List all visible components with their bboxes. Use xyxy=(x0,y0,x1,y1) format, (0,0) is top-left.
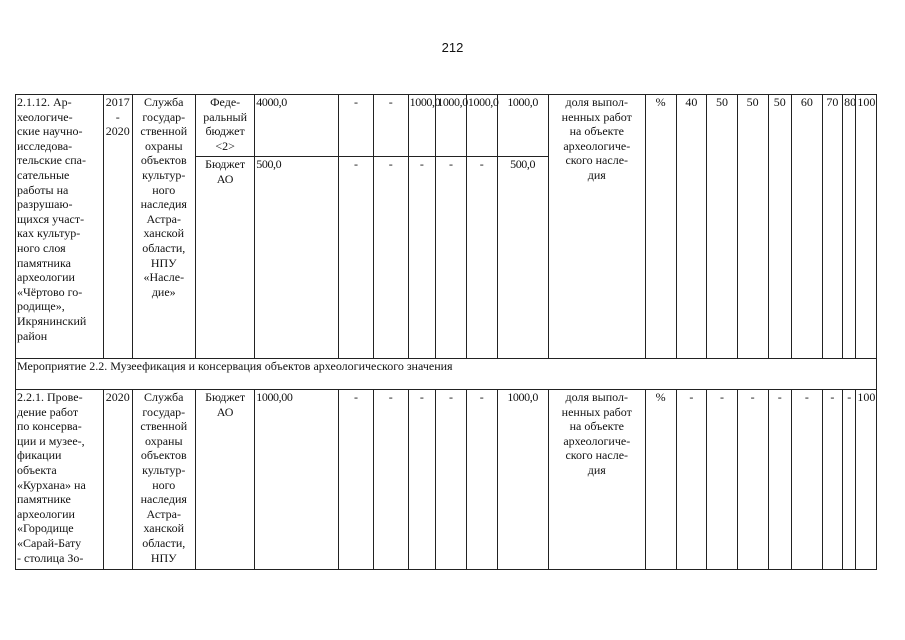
amount-year: 1000,0 xyxy=(408,95,436,157)
target-value: 70 xyxy=(822,95,842,359)
amount-year: - xyxy=(373,390,408,570)
amount-year: 1000,0 xyxy=(497,390,548,570)
indicator: доля выпол- ненных работ на объекте археологиче- ского насле- дия xyxy=(548,390,645,570)
section-heading: Мероприятие 2.2. Музеефикация и консервация объектов археологического значения xyxy=(16,359,877,390)
amount-year: 1000,0 xyxy=(497,95,548,157)
table-row xyxy=(16,390,877,570)
target-value: - xyxy=(822,390,842,570)
funding-source: Феде- ральный бюджет <2> xyxy=(195,95,254,157)
amount-year: - xyxy=(466,157,497,359)
target-value: - xyxy=(768,390,792,570)
amount-year: - xyxy=(339,390,374,570)
target-value: 80 xyxy=(843,95,856,359)
target-value: 50 xyxy=(737,95,768,359)
target-value: - xyxy=(843,390,856,570)
amount-year: - xyxy=(373,157,408,359)
years: 2017 - 2020 xyxy=(103,95,132,359)
amount-year: 500,0 xyxy=(497,157,548,359)
target-value: - xyxy=(792,390,823,570)
amount-year: - xyxy=(408,390,436,570)
amount-year: - xyxy=(339,95,374,157)
measure-name: 2.1.12. Ар- хеологиче- ские научно- исследова- тельские спа- сательные работы на разрушаю- щихся участ- ках культур- ного слоя памятника археологии «Чёртово го- родище», Икрянинский район xyxy=(16,95,104,359)
target-value: 100 xyxy=(856,390,877,570)
target-value: - xyxy=(707,390,738,570)
indicator: доля выпол- ненных работ на объекте археологиче- ского насле- дия xyxy=(548,95,645,359)
executor: Служба государ- ственной охраны объектов культур- ного наследия Астра- ханской области, НПУ xyxy=(132,390,195,570)
page-number: 212 xyxy=(441,40,464,55)
target-value: 60 xyxy=(792,95,823,359)
target-value: 40 xyxy=(676,95,707,359)
amount-year: 1000,0 xyxy=(466,95,497,157)
amount-year: - xyxy=(339,157,374,359)
amount-year: - xyxy=(436,390,467,570)
amount-year: 1000,0 xyxy=(436,95,467,157)
amount-year: - xyxy=(436,157,467,359)
amount-total: 500,0 xyxy=(255,157,339,359)
target-value: 100 xyxy=(856,95,877,359)
table-row xyxy=(16,95,877,157)
years: 2020 xyxy=(103,390,132,570)
unit: % xyxy=(645,390,676,570)
amount-year: - xyxy=(466,390,497,570)
amount-year: - xyxy=(373,95,408,157)
target-value: - xyxy=(737,390,768,570)
table-row xyxy=(16,359,877,390)
target-value: - xyxy=(676,390,707,570)
funding-source: Бюджет АО xyxy=(195,390,254,570)
program-table xyxy=(15,94,877,570)
target-value: 50 xyxy=(707,95,738,359)
measure-name: 2.2.1. Прове- дение работ по консерва- ции и музее-, фикации объекта «Курхана» на памятнике археологии «Городище «Сарай-Бату - столица Зо- xyxy=(16,390,104,570)
amount-total: 4000,0 xyxy=(255,95,339,157)
amount-year: - xyxy=(408,157,436,359)
executor: Служба государ- ственной охраны объектов культур- ного наследия Астра- ханской области, НПУ «Насле- дие» xyxy=(132,95,195,359)
unit: % xyxy=(645,95,676,359)
amount-total: 1000,00 xyxy=(255,390,339,570)
funding-source: Бюджет АО xyxy=(195,157,254,359)
target-value: 50 xyxy=(768,95,792,359)
